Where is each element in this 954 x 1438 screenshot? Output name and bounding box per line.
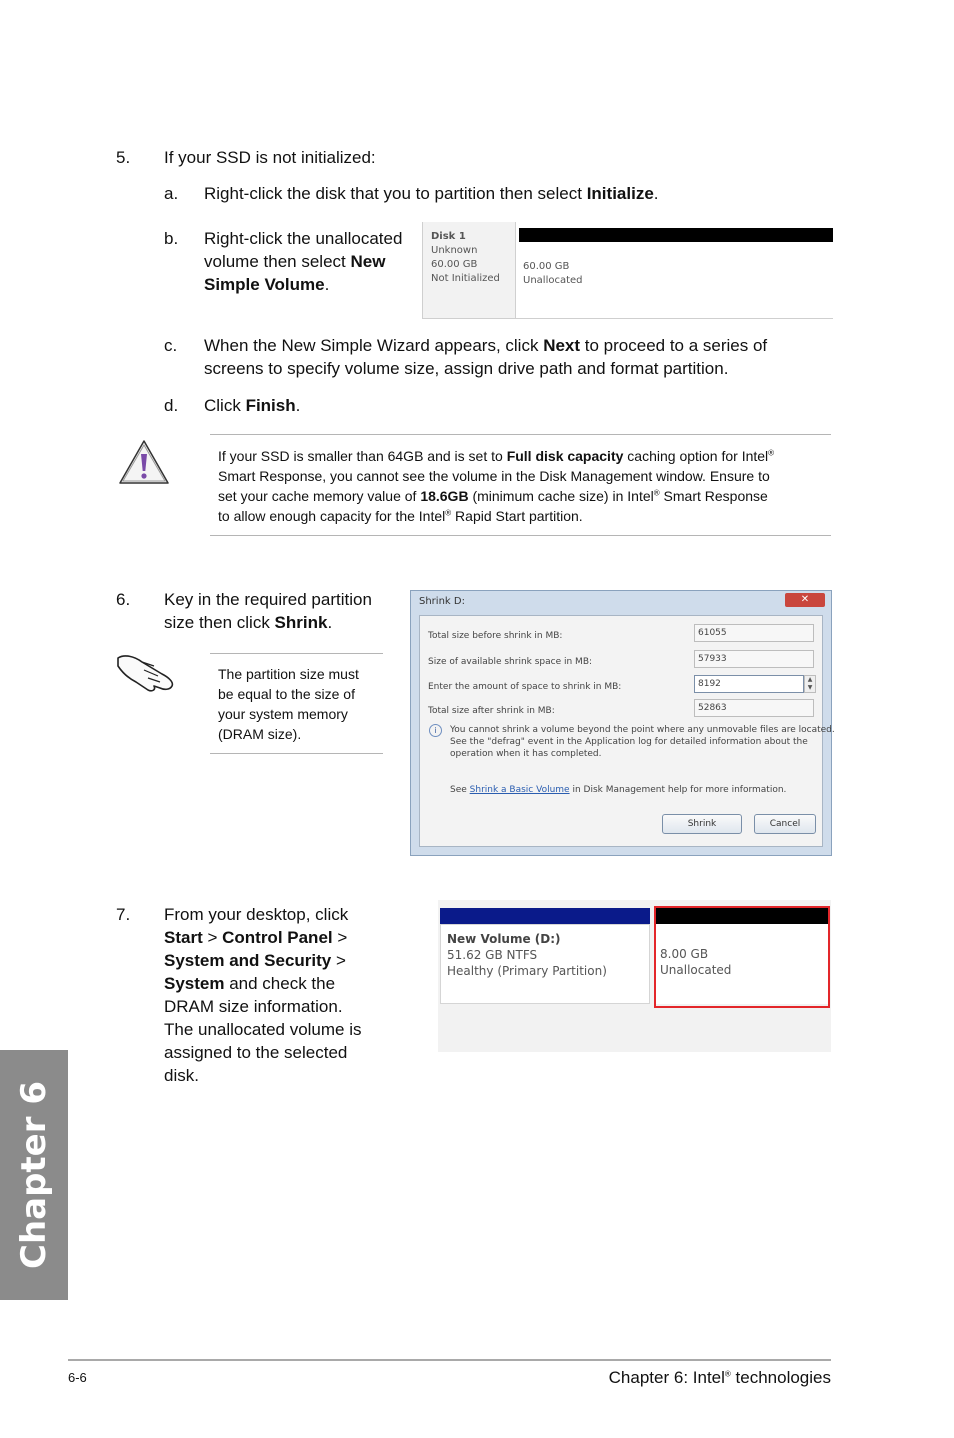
step-7-text: From your desktop, click Start > Control Panel > System and Security > System and check the DRAM size information. The unallocated volume is assigned to the selected disk. [164,905,362,1085]
partition-status: Unallocated [523,275,583,286]
row-total-after-label: Total size after shrink in MB: [428,706,555,716]
disk-size: 60.00 GB [431,259,478,270]
unallocated-size: 8.00 GB [660,947,709,961]
cancel-button[interactable]: Cancel [754,814,816,834]
dialog-help-text: See Shrink a Basic Volume in Disk Management help for more information. [450,785,787,795]
volume-name: New Volume (D:) [447,932,561,946]
note-text: The partition size must be equal to the size of your system memory (DRAM size). [218,666,359,742]
disk-management-screenshot [422,222,833,319]
step-5-text: If your SSD is not initialized: [164,148,376,167]
step-5c-text: When the New Simple Wizard appears, click Next to proceed to a series of screens to specify volume size, assign drive path and format partition. [204,336,768,378]
primary-partition-bar [440,908,650,924]
dialog-info-text: You cannot shrink a volume beyond the point where any unmovable files are located. See the "defrag" event in the Application log for detailed information about the operation when it has completed. [450,725,835,759]
step-5d-text: Click Finish. [204,396,301,415]
step-6-number: 6. [116,590,131,609]
highlight-box [654,906,830,1008]
step-5-number: 5. [116,148,131,167]
partition-size: 60.00 GB [523,261,570,272]
step-5b-text: Right-click the unallocated volume then select New Simple Volume. [204,229,403,294]
volume-screenshot [438,900,831,1052]
step-5c-letter: c. [164,336,178,355]
row-total-before-label: Total size before shrink in MB: [428,631,563,641]
caution-bottom-rule [210,535,831,536]
note-top-rule [210,653,383,654]
unallocated-status: Unallocated [660,963,732,977]
step-7-number: 7. [116,905,131,924]
new-volume-partition[interactable] [440,924,650,1004]
chapter-tab [0,1050,68,1300]
step-5a-letter: a. [164,184,179,203]
disk-status: Not Initialized [431,273,500,284]
step-6-text: Key in the required partition size then click Shrink. [164,590,372,632]
dialog-title: Shrink D: [419,596,465,607]
step-5b-letter: b. [164,229,179,248]
shrink-amount-input[interactable]: 8192 [694,675,804,693]
caution-icon [117,438,171,486]
volume-size: 51.62 GB NTFS [447,948,538,962]
note-bottom-rule [210,753,383,754]
disk-label: Disk 1 [431,231,466,242]
row-total-after-value: 52863 [694,699,814,717]
row-available-label: Size of available shrink space in MB: [428,657,593,667]
footer-rule [68,1359,831,1361]
disk-type: Unknown [431,245,478,256]
info-icon: i [429,724,442,737]
volume-status: Healthy (Primary Partition) [447,964,607,978]
shrink-dialog-screenshot [410,590,835,856]
caution-text: If your SSD is smaller than 64GB and is set to Full disk capacity caching option for Intel® Smart Response, you cannot see the volume in the Disk Management window. Ensure to set your cache memory value of 18.6GB (minimum cache size) in Intel® Smart Response to allow enough capacity for the Intel® Rapid Start partition. [218,448,775,524]
unallocated-bar [519,228,833,242]
chapter-tab-label: Chapter 6 [14,1080,54,1270]
disk-info-panel [423,222,516,318]
row-amount-label: Enter the amount of space to shrink in MB: [428,682,622,692]
row-available-value: 57933 [694,650,814,668]
dialog-close-button[interactable]: ✕ [785,593,825,607]
step-5d-letter: d. [164,396,179,415]
help-link[interactable]: Shrink a Basic Volume [469,785,570,795]
row-total-before-value: 61055 [694,624,814,642]
step-5a-text: Right-click the disk that you to partition then select Initialize. [204,184,659,203]
footer-chapter-title: Chapter 6: Intel® technologies [608,1368,831,1387]
unallocated-partition[interactable] [523,260,583,288]
caution-top-rule [210,434,831,435]
dialog-body [419,615,835,847]
page-number: 6-6 [68,1370,87,1385]
spinner-arrows-icon[interactable]: ▲ ▼ [804,675,816,693]
shrink-button[interactable]: Shrink [662,814,742,834]
note-hand-icon [114,648,178,694]
